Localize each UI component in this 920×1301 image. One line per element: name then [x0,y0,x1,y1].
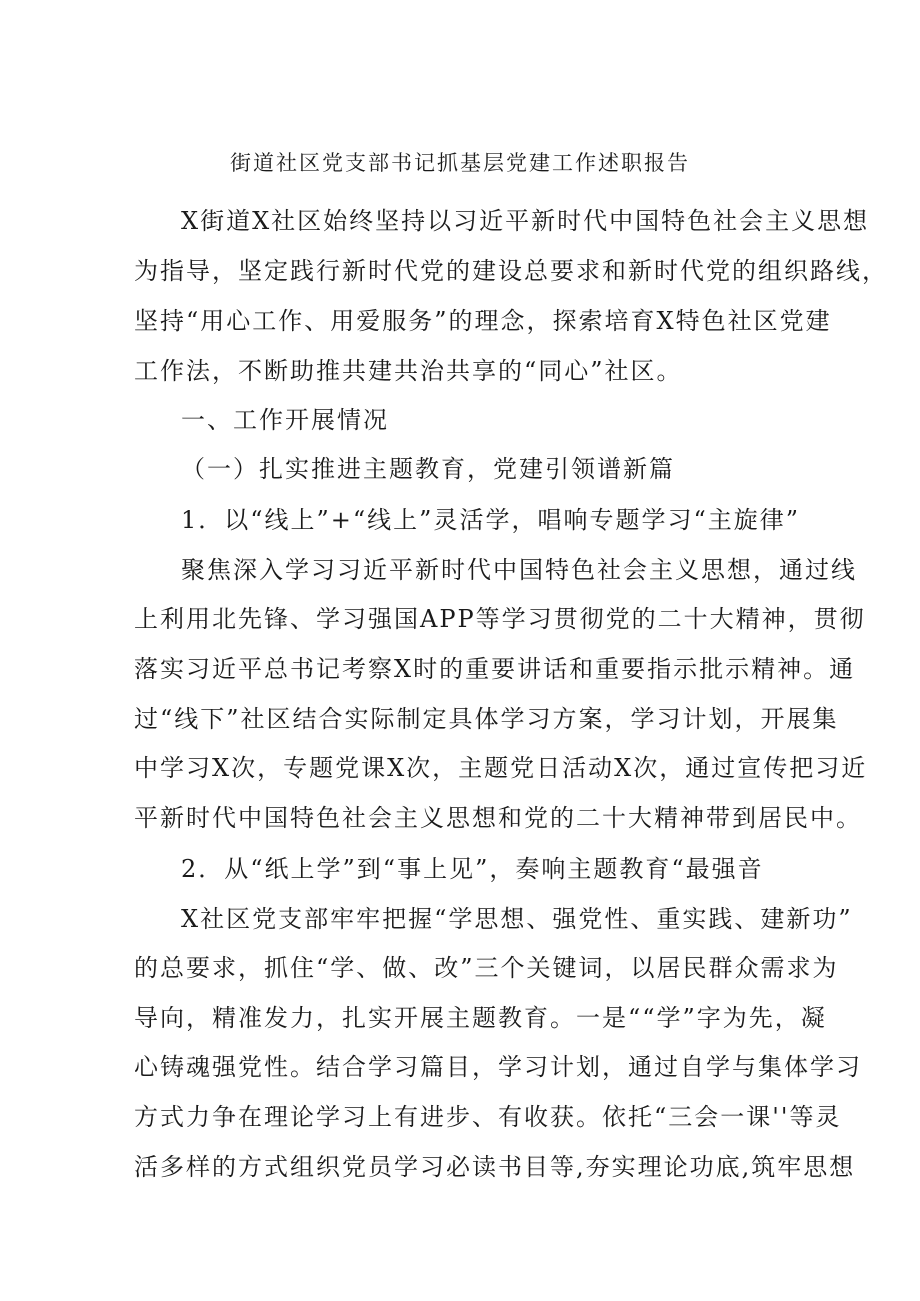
item1-body-line-5: 中学习X次，专题党课X次，主题党日活动X次，通过宣传把习近 [134,754,868,782]
item2-body-line-4: 心铸魂强党性。结合学习篇目，学习计划，通过自学与集体学习 [134,1053,862,1081]
item2-body-line-1: X社区党支部牢牢把握“学思想、强党性、重实践、建新功” [181,905,853,933]
item2-body-line-5: 方式力争在理论学习上有进步、有收获。依托“三会一课''等灵 [134,1103,842,1131]
intro-line-1: X街道X社区始终坚持以习近平新时代中国特色社会主义思想 [181,207,870,235]
subsection-heading: （一）扎实推进主题教育，党建引领谱新篇 [181,455,675,483]
item2-heading: 2．从“纸上学”到“事上见”，奏响主题教育“最强音 [181,855,764,883]
item1-body-line-4: 过“线下”社区结合实际制定具体学习方案，学习计划，开展集 [134,705,839,733]
item2-body-line-2: 的总要求，抓住“学、做、改”三个关键词，以居民群众需求为 [134,954,839,982]
item1-heading: 1．以“线上”+“线上”灵活学，唱响专题学习“主旋律” [181,506,800,534]
intro-line-3: 坚持“用心工作、用爱服务”的理念，探索培育X特色社区党建 [134,307,832,335]
document-title: 街道社区党支部书记抓基层党建工作述职报告 [230,151,690,175]
item1-body-line-3: 落实习近平总书记考察X时的重要讲话和重要指示批示精神。通 [134,655,856,683]
intro-line-4: 工作法，不断助推共建共治共享的“同心”社区。 [134,357,683,385]
section-heading: 一、工作开展情况 [181,406,389,434]
item1-body-line-6: 平新时代中国特色社会主义思想和党的二十大精神带到居民中。 [134,804,862,832]
item1-body-line-2: 上利用北先锋、学习强国APP等学习贯彻党的二十大精神，贯彻 [134,605,866,633]
intro-line-2: 为指导，坚定践行新时代党的建设总要求和新时代党的组织路线， [134,257,888,285]
item2-body-line-6: 活多样的方式组织党员学习必读书目等,夯实理论功底,筑牢思想 [134,1153,856,1181]
item2-body-line-3: 导向，精准发力，扎实开展主题教育。一是““学”字为先，凝 [134,1004,827,1032]
item1-body-line-1: 聚焦深入学习习近平新时代中国特色社会主义思想，通过线 [181,556,857,584]
